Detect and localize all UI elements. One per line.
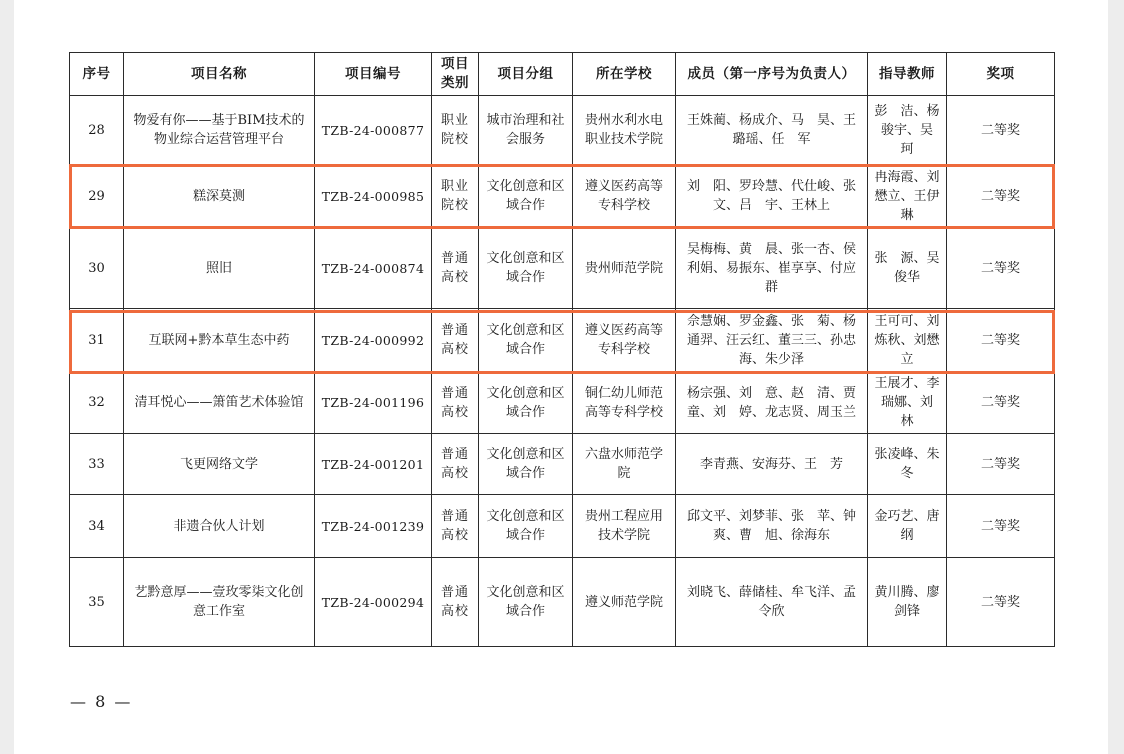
- project-code-cell: TZB-24-001201: [315, 434, 432, 495]
- project-code-cell: TZB-24-001196: [315, 372, 432, 434]
- table-row: [70, 96, 1055, 165]
- header-cell: 项目编号: [315, 53, 432, 96]
- group-cell: 文化创意和区域合作: [479, 372, 573, 434]
- group-cell: 文化创意和区域合作: [479, 228, 573, 309]
- category-cell: 职业院校: [432, 96, 479, 165]
- award-cell: 二等奖: [947, 309, 1055, 372]
- serial-cell: 28: [70, 96, 124, 165]
- members-cell: 杨宗强、刘 意、赵 清、贾 童、刘 婷、龙志贤、周玉兰: [676, 372, 868, 434]
- mentors-cell: 金巧艺、唐 纲: [868, 495, 947, 558]
- mentors-cell: 彭 洁、杨骏宇、吴 珂: [868, 96, 947, 165]
- members-cell: 吴梅梅、黄 晨、张一杏、侯利娟、易振东、崔享享、付应群: [676, 228, 868, 309]
- award-cell: 二等奖: [947, 434, 1055, 495]
- category-cell: 普通高校: [432, 309, 479, 372]
- members-cell: 王姝蔺、杨成介、马 昊、王璐瑶、任 军: [676, 96, 868, 165]
- serial-cell: 31: [70, 309, 124, 372]
- header-cell: 序号: [70, 53, 124, 96]
- members-cell: 刘晓飞、薛储桂、牟飞洋、孟令欣: [676, 558, 868, 647]
- award-cell: 二等奖: [947, 372, 1055, 434]
- category-cell: 普通高校: [432, 434, 479, 495]
- school-cell: 遵义医药高等专科学校: [573, 165, 676, 228]
- awards-table: [69, 52, 1055, 647]
- project-name-cell: 物爱有你——基于BIM技术的物业综合运营管理平台: [124, 96, 315, 165]
- project-name-cell: 艺黔意厚——壹玫零柒文化创意工作室: [124, 558, 315, 647]
- project-code-cell: TZB-24-001239: [315, 495, 432, 558]
- mentors-cell: 黄川腾、廖剑锋: [868, 558, 947, 647]
- table-row: [70, 495, 1055, 558]
- project-code-cell: TZB-24-000992: [315, 309, 432, 372]
- school-cell: 铜仁幼儿师范高等专科学校: [573, 372, 676, 434]
- group-cell: 文化创意和区域合作: [479, 495, 573, 558]
- header-cell: 所在学校: [573, 53, 676, 96]
- group-cell: 城市治理和社会服务: [479, 96, 573, 165]
- project-name-cell: 糕深莫测: [124, 165, 315, 228]
- serial-cell: 32: [70, 372, 124, 434]
- school-cell: 贵州师范学院: [573, 228, 676, 309]
- table-row: [70, 558, 1055, 647]
- mentors-cell: 冉海霞、刘懋立、王伊琳: [868, 165, 947, 228]
- school-cell: 贵州水利水电职业技术学院: [573, 96, 676, 165]
- header-cell: 成员（第一序号为负责人）: [676, 53, 868, 96]
- header-cell: 项目名称: [124, 53, 315, 96]
- table-row: [70, 372, 1055, 434]
- category-cell: 普通高校: [432, 228, 479, 309]
- group-cell: 文化创意和区域合作: [479, 434, 573, 495]
- award-cell: 二等奖: [947, 558, 1055, 647]
- category-cell: 职业院校: [432, 165, 479, 228]
- mentors-cell: 王展才、李瑞娜、刘 林: [868, 372, 947, 434]
- project-code-cell: TZB-24-000985: [315, 165, 432, 228]
- header-cell: 奖项: [947, 53, 1055, 96]
- mentors-cell: 王可可、刘炼秋、刘懋立: [868, 309, 947, 372]
- category-cell: 普通高校: [432, 495, 479, 558]
- header-cell: 项目 类别: [432, 53, 479, 96]
- project-name-cell: 清耳悦心——箫笛艺术体验馆: [124, 372, 315, 434]
- group-cell: 文化创意和区域合作: [479, 558, 573, 647]
- document-page: [14, 0, 1108, 754]
- school-cell: 遵义医药高等专科学校: [573, 309, 676, 372]
- award-cell: 二等奖: [947, 495, 1055, 558]
- members-cell: 邱文平、刘梦菲、张 苹、钟 爽、曹 旭、徐海东: [676, 495, 868, 558]
- school-cell: 遵义师范学院: [573, 558, 676, 647]
- serial-cell: 35: [70, 558, 124, 647]
- school-cell: 贵州工程应用技术学院: [573, 495, 676, 558]
- table-row: [70, 434, 1055, 495]
- group-cell: 文化创意和区域合作: [479, 165, 573, 228]
- award-cell: 二等奖: [947, 96, 1055, 165]
- category-cell: 普通高校: [432, 558, 479, 647]
- category-cell: 普通高校: [432, 372, 479, 434]
- table-row: [70, 228, 1055, 309]
- project-name-cell: 互联网+黔本草生态中药: [124, 309, 315, 372]
- award-cell: 二等奖: [947, 228, 1055, 309]
- serial-cell: 34: [70, 495, 124, 558]
- project-name-cell: 飞更网络文学: [124, 434, 315, 495]
- header-cell: 指导教师: [868, 53, 947, 96]
- group-cell: 文化创意和区域合作: [479, 309, 573, 372]
- mentors-cell: 张 源、吴俊华: [868, 228, 947, 309]
- project-code-cell: TZB-24-000294: [315, 558, 432, 647]
- mentors-cell: 张凌峰、朱 冬: [868, 434, 947, 495]
- project-name-cell: 非遗合伙人计划: [124, 495, 315, 558]
- project-code-cell: TZB-24-000877: [315, 96, 432, 165]
- project-code-cell: TZB-24-000874: [315, 228, 432, 309]
- table-row: [70, 165, 1055, 228]
- members-cell: 佘慧娴、罗金鑫、张 菊、杨通羿、汪云红、董三三、孙忠海、朱少泽: [676, 309, 868, 372]
- page-number: — 8 —: [70, 692, 133, 711]
- serial-cell: 30: [70, 228, 124, 309]
- serial-cell: 33: [70, 434, 124, 495]
- school-cell: 六盘水师范学院: [573, 434, 676, 495]
- header-cell: 项目分组: [479, 53, 573, 96]
- serial-cell: 29: [70, 165, 124, 228]
- members-cell: 刘 阳、罗玲慧、代仕峻、张 文、吕 宇、王林上: [676, 165, 868, 228]
- project-name-cell: 照旧: [124, 228, 315, 309]
- members-cell: 李青燕、安海芬、王 芳: [676, 434, 868, 495]
- table-row: [70, 309, 1055, 372]
- award-cell: 二等奖: [947, 165, 1055, 228]
- table-header-row: [70, 53, 1055, 96]
